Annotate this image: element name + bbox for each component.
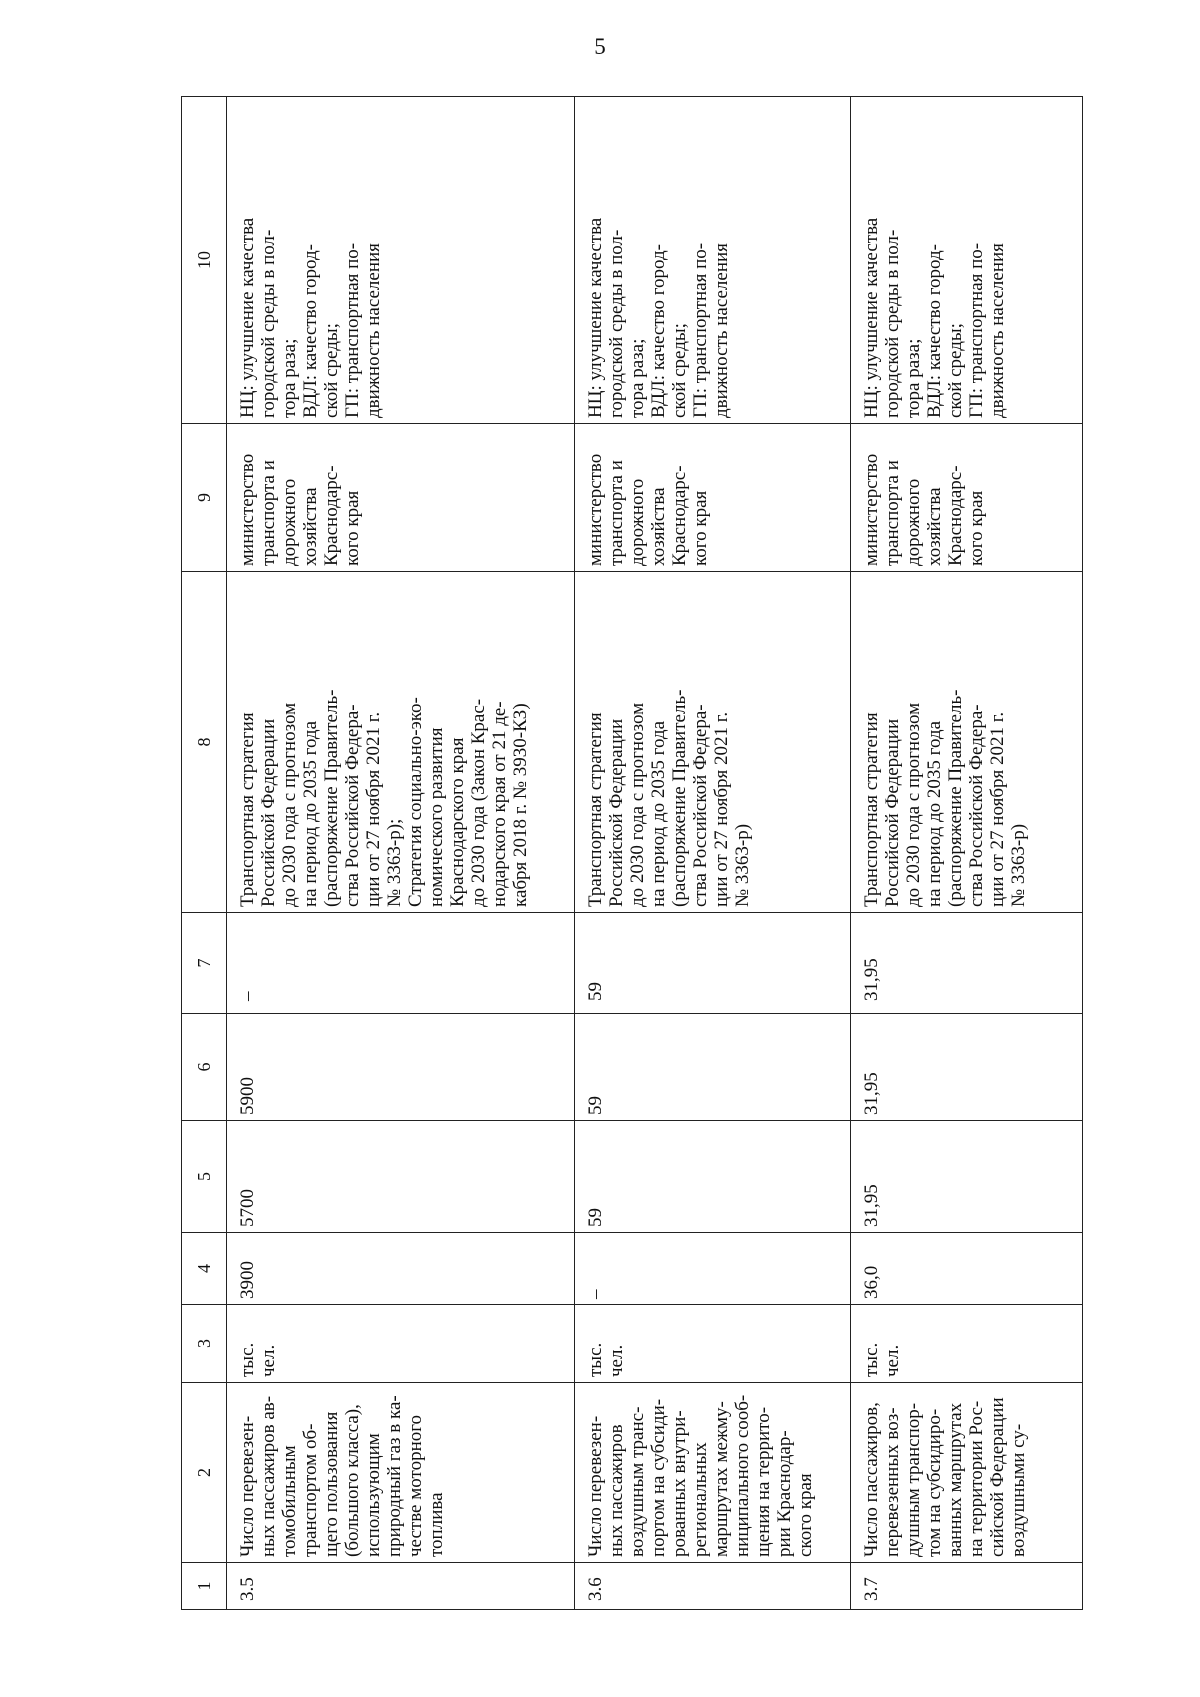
table-row (851, 97, 1083, 1610)
column-number-6: 6 (182, 1014, 227, 1121)
table-row (227, 97, 575, 1610)
source-document: Транспортная стратегия Российской Федерации до 2030 года с прогнозом на период до 2035 года (распоряжение Правитель- ства Российской Федера- ции от 27 ноября 2021 г. № 3363-р); Стратегия социально-эко- номического развития Краснодарского края до 2030 года (Закон Крас- нодарского края от 21 де- кабря 2018 г. № 3930-КЗ) (227, 572, 575, 913)
source-document: Транспортная стратегия Российской Федерации до 2030 года с прогнозом на период до 2035 года (распоряжение Правитель- ства Российской Федера- ции от 27 ноября 2021 г. № 3363-р) (575, 572, 851, 913)
value-col-5: 5700 (227, 1121, 575, 1233)
responsible-body: министерство транспорта и дорожного хозяйства Краснодарс- кого края (227, 424, 575, 572)
column-number-7: 7 (182, 913, 227, 1014)
column-number-1: 1 (182, 1563, 227, 1610)
column-number-4: 4 (182, 1233, 227, 1305)
column-number-9: 9 (182, 424, 227, 572)
value-col-7: 59 (575, 913, 851, 1014)
value-col-4: – (575, 1233, 851, 1305)
page-number: 5 (594, 34, 606, 59)
value-col-7: – (227, 913, 575, 1014)
national-goal-link: НЦ: улучшение качества городской среды в пол- тора раза; ВДЛ: качество город- ской среды; ГП: транспортная по- движность населения (227, 97, 575, 424)
source-document: Транспортная стратегия Российской Федерации до 2030 года с прогнозом на период до 2035 года (распоряжение Правитель- ства Российской Федера- ции от 27 ноября 2021 г. № 3363-р) (851, 572, 1083, 913)
national-goal-link: НЦ: улучшение качества городской среды в пол- тора раза; ВДЛ: качество город- ской среды; ГП: транспортная по- движность населения (575, 97, 851, 424)
table-frame (181, 97, 1082, 1610)
column-number-5: 5 (182, 1121, 227, 1233)
column-number-3: 3 (182, 1305, 227, 1383)
value-col-7: 31,95 (851, 913, 1083, 1014)
table-row (575, 97, 851, 1610)
value-col-6: 59 (575, 1014, 851, 1121)
value-col-4: 3900 (227, 1233, 575, 1305)
column-number-row (182, 97, 227, 1610)
responsible-body: министерство транспорта и дорожного хозяйства Краснодарс- кого края (851, 424, 1083, 572)
row-number: 3.7 (851, 1563, 1083, 1610)
row-number: 3.5 (227, 1563, 575, 1610)
unit: тыс. чел. (227, 1305, 575, 1383)
value-col-6: 31,95 (851, 1014, 1083, 1121)
column-number-10: 10 (182, 97, 227, 424)
indicator-name: Число перевезен- ных пассажиров ав- томобильным транспортом об- щего пользования (большого класса), использующим природный газ в ка- честве моторного топлива (227, 1383, 575, 1563)
column-number-2: 2 (182, 1383, 227, 1563)
responsible-body: министерство транспорта и дорожного хозяйства Краснодарс- кого края (575, 424, 851, 572)
value-col-6: 5900 (227, 1014, 575, 1121)
rotated-table-container (181, 97, 1082, 1610)
value-col-5: 59 (575, 1121, 851, 1233)
unit: тыс. чел. (575, 1305, 851, 1383)
unit: тыс. чел. (851, 1305, 1083, 1383)
row-number: 3.6 (575, 1563, 851, 1610)
value-col-5: 31,95 (851, 1121, 1083, 1233)
indicators-table (181, 96, 1083, 1610)
indicator-name: Число пассажиров, перевезенных воз- душным транспор- том на субсидиро- ванных маршрутах на территории Рос- сийской Федерации воздушными су- (851, 1383, 1083, 1563)
value-col-4: 36,0 (851, 1233, 1083, 1305)
indicator-name: Число перевезен- ных пассажиров воздушным транс- портом на субсиди- рованных внутри- региональных маршрутах межму- ниципального сооб- щения на террито- рии Краснодар- ского края (575, 1383, 851, 1563)
national-goal-link: НЦ: улучшение качества городской среды в пол- тора раза; ВДЛ: качество город- ской среды; ГП: транспортная по- движность населения (851, 97, 1083, 424)
column-number-8: 8 (182, 572, 227, 913)
